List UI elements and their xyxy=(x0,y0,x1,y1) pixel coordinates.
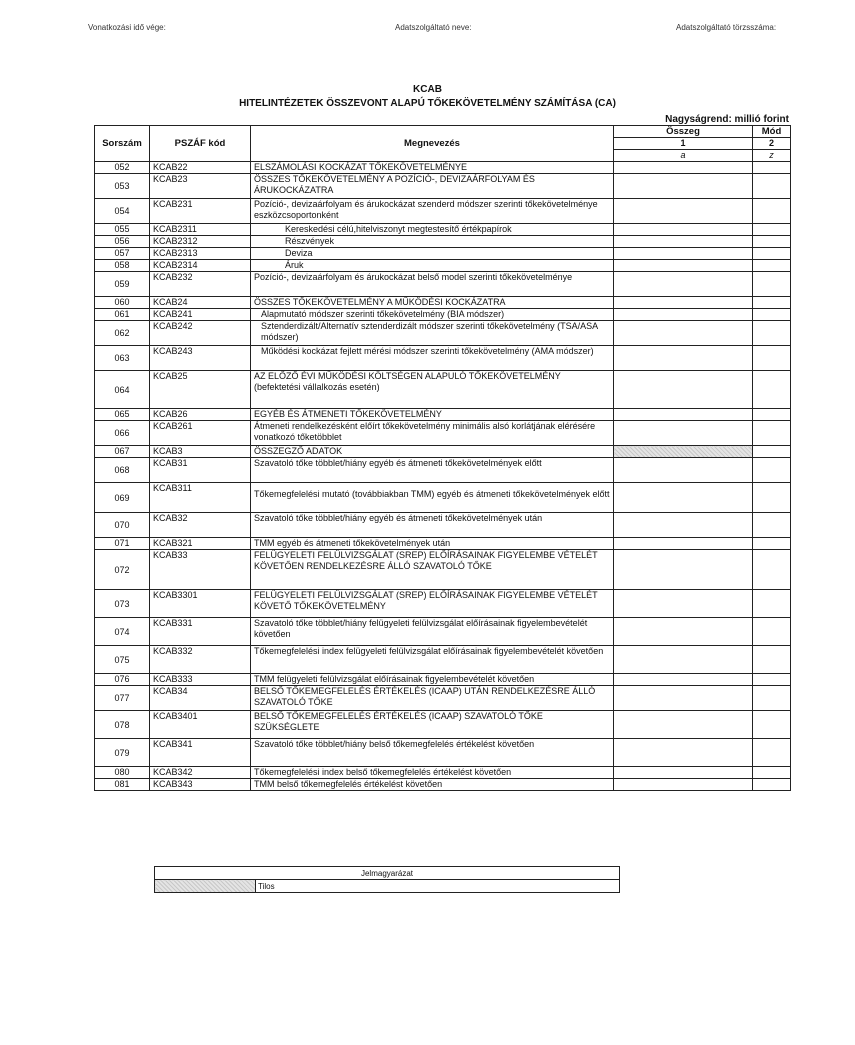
row-code: KCAB24 xyxy=(150,297,251,309)
table-row xyxy=(95,550,791,590)
mode-input-cell[interactable] xyxy=(753,421,791,446)
amount-input-cell[interactable] xyxy=(614,309,753,321)
table-row xyxy=(95,767,791,779)
row-name: EGYÉB ÉS ÁTMENETI TŐKEKÖVETELMÉNY xyxy=(251,409,614,421)
amount-input-cell[interactable] xyxy=(614,458,753,483)
mode-input-cell[interactable] xyxy=(753,686,791,711)
mode-input-cell[interactable] xyxy=(753,162,791,174)
mode-input-cell[interactable] xyxy=(753,371,791,409)
mode-input-cell[interactable] xyxy=(753,199,791,224)
row-code: KCAB3401 xyxy=(150,711,251,739)
mode-input-cell[interactable] xyxy=(753,272,791,297)
amount-input-cell[interactable] xyxy=(614,483,753,513)
row-number: 076 xyxy=(95,674,150,686)
row-name: AZ ELŐZŐ ÉVI MŰKÖDÉSI KÖLTSÉGEN ALAPULÓ TŐKEKÖVETELMÉNY (befektetési vállalkozás esetén) xyxy=(251,371,614,409)
row-name: Tőkemegfelelési index belső tőkemegfelelés értékelést követően xyxy=(251,767,614,779)
legend-title: Jelmagyarázat xyxy=(155,867,620,880)
amount-input-cell[interactable] xyxy=(614,590,753,618)
row-code: KCAB331 xyxy=(150,618,251,646)
amount-input-cell[interactable] xyxy=(614,248,753,260)
row-name: FELÜGYELETI FELÜLVIZSGÁLAT (SREP) ELŐÍRÁSAINAK FIGYELEMBE VÉTELÉT KÖVETŐ TŐKEKÖVETELMÉNY xyxy=(251,590,614,618)
amount-input-cell[interactable] xyxy=(614,346,753,371)
mode-input-cell[interactable] xyxy=(753,236,791,248)
table-row xyxy=(95,458,791,483)
row-code: KCAB25 xyxy=(150,371,251,409)
amount-input-cell[interactable] xyxy=(614,321,753,346)
row-name: Szavatoló tőke többlet/hiány felügyeleti felülvizsgálat előírásainak figyelembevételét követően xyxy=(251,618,614,646)
row-name: BELSŐ TŐKEMEGFELELÉS ÉRTÉKELÉS (ICAAP) SZAVATOLÓ TŐKE SZÜKSÉGLETE xyxy=(251,711,614,739)
row-number: 072 xyxy=(95,550,150,590)
mode-input-cell[interactable] xyxy=(753,483,791,513)
mode-input-cell[interactable] xyxy=(753,739,791,767)
table-row xyxy=(95,260,791,272)
row-code: KCAB241 xyxy=(150,309,251,321)
mode-input-cell[interactable] xyxy=(753,711,791,739)
row-code: KCAB232 xyxy=(150,272,251,297)
col-number-mod: 2 xyxy=(753,138,791,150)
row-number: 057 xyxy=(95,248,150,260)
amount-input-cell[interactable] xyxy=(614,618,753,646)
row-number: 077 xyxy=(95,686,150,711)
row-code: KCAB3301 xyxy=(150,590,251,618)
row-number: 060 xyxy=(95,297,150,309)
row-name: TMM egyéb és átmeneti tőkekövetelmények után xyxy=(251,538,614,550)
unit-label: Nagyságrend: millió forint xyxy=(665,114,789,125)
row-name: Pozíció-, devizaárfolyam és árukockázat szenderd módszer szerinti tőkekövetelménye eszközcsoportonként xyxy=(251,199,614,224)
table-row xyxy=(95,371,791,409)
row-name: Tőkemegfelelési index felügyeleti felülvizsgálat előírásainak figyelembevételét követően xyxy=(251,646,614,674)
row-number: 056 xyxy=(95,236,150,248)
legend xyxy=(154,866,620,893)
row-code: KCAB343 xyxy=(150,779,251,791)
mode-input-cell[interactable] xyxy=(753,309,791,321)
row-name: ELSZÁMOLÁSI KOCKÁZAT TŐKEKÖVETELMÉNYE xyxy=(251,162,614,174)
table-row xyxy=(95,409,791,421)
mode-input-cell[interactable] xyxy=(753,767,791,779)
row-number: 074 xyxy=(95,618,150,646)
row-number: 053 xyxy=(95,174,150,199)
table-row xyxy=(95,739,791,767)
provider-id-label: Adatszolgáltató törzsszáma: xyxy=(676,23,777,32)
table-row xyxy=(95,646,791,674)
row-code: KCAB2312 xyxy=(150,236,251,248)
row-code: KCAB341 xyxy=(150,739,251,767)
table-row xyxy=(95,538,791,550)
row-code: KCAB242 xyxy=(150,321,251,346)
row-code: KCAB2314 xyxy=(150,260,251,272)
amount-input-cell[interactable] xyxy=(614,674,753,686)
row-name: Működési kockázat fejlett mérési módszer szerinti tőkekövetelmény (AMA módszer) xyxy=(251,346,614,371)
amount-input-cell[interactable] xyxy=(614,236,753,248)
amount-input-cell[interactable] xyxy=(614,739,753,767)
table-row xyxy=(95,711,791,739)
amount-input-cell[interactable] xyxy=(614,272,753,297)
row-code: KCAB332 xyxy=(150,646,251,674)
mode-input-cell[interactable] xyxy=(753,174,791,199)
mode-input-cell[interactable] xyxy=(753,297,791,309)
row-number: 067 xyxy=(95,446,150,458)
mode-input-cell[interactable] xyxy=(753,779,791,791)
row-name: TMM belső tőkemegfelelés értékelést követően xyxy=(251,779,614,791)
row-code: KCAB311 xyxy=(150,483,251,513)
table-row xyxy=(95,779,791,791)
amount-input-cell[interactable] xyxy=(614,421,753,446)
row-name: ÖSSZES TŐKEKÖVETELMÉNY A MŰKÖDÉSI KOCKÁZATRA xyxy=(251,297,614,309)
amount-input-cell[interactable] xyxy=(614,779,753,791)
mode-input-cell[interactable] xyxy=(753,321,791,346)
mode-input-cell[interactable] xyxy=(753,260,791,272)
row-number: 073 xyxy=(95,590,150,618)
mode-input-cell[interactable] xyxy=(753,590,791,618)
amount-input-cell[interactable] xyxy=(614,199,753,224)
amount-input-cell[interactable] xyxy=(614,646,753,674)
row-name: ÖSSZES TŐKEKÖVETELMÉNY A POZÍCIÓ-, DEVIZAÁRFOLYAM ÉS ÁRUKOCKÁZATRA xyxy=(251,174,614,199)
table-row xyxy=(95,321,791,346)
row-code: KCAB243 xyxy=(150,346,251,371)
row-name: Átmeneti rendelkezésként előírt tőkekövetelmény minimális alsó korlátjának elérésére vonatkozó tőketöbblet xyxy=(251,421,614,446)
row-number: 052 xyxy=(95,162,150,174)
row-number: 079 xyxy=(95,739,150,767)
amount-input-cell[interactable] xyxy=(614,260,753,272)
table-row xyxy=(95,174,791,199)
row-number: 075 xyxy=(95,646,150,674)
row-code: KCAB2311 xyxy=(150,224,251,236)
legend-tilos-label: Tilos xyxy=(256,880,620,893)
row-code: KCAB32 xyxy=(150,513,251,538)
table-row xyxy=(95,421,791,446)
row-name: Tőkemegfelelési mutató (továbbiakban TMM) egyéb és átmeneti tőkekövetelmények előtt xyxy=(251,483,614,513)
amount-input-cell[interactable] xyxy=(614,686,753,711)
row-code: KCAB261 xyxy=(150,421,251,446)
row-name: TMM felügyeleti felülvizsgálat előírásainak figyelembevételét követően xyxy=(251,674,614,686)
row-number: 063 xyxy=(95,346,150,371)
row-code: KCAB3 xyxy=(150,446,251,458)
row-number: 062 xyxy=(95,321,150,346)
row-name: Szavatoló tőke többlet/hiány egyéb és átmeneti tőkekövetelmények előtt xyxy=(251,458,614,483)
col-header-sorszam: Sorszám xyxy=(95,126,150,162)
table-row xyxy=(95,272,791,297)
row-number: 078 xyxy=(95,711,150,739)
amount-input-cell[interactable] xyxy=(614,513,753,538)
row-code: KCAB333 xyxy=(150,674,251,686)
form-code: KCAB xyxy=(413,84,442,95)
mode-input-cell[interactable] xyxy=(753,674,791,686)
row-name: Sztenderdizált/Alternatív sztenderdizált módszer szerinti tőkekövetelmény (TSA/ASA módszer) xyxy=(251,321,614,346)
row-code: KCAB33 xyxy=(150,550,251,590)
table-body xyxy=(95,162,791,791)
row-name: BELSŐ TŐKEMEGFELELÉS ÉRTÉKELÉS (ICAAP) UTÁN RENDELKEZÉSRE ÁLLÓ SZAVATOLÓ TŐKE xyxy=(251,686,614,711)
row-code: KCAB26 xyxy=(150,409,251,421)
table-row xyxy=(95,590,791,618)
amount-input-cell xyxy=(614,446,753,458)
row-number: 054 xyxy=(95,199,150,224)
row-code: KCAB231 xyxy=(150,199,251,224)
row-code: KCAB34 xyxy=(150,686,251,711)
table-row xyxy=(95,199,791,224)
mode-input-cell[interactable] xyxy=(753,346,791,371)
amount-input-cell[interactable] xyxy=(614,224,753,236)
row-name: Részvények xyxy=(251,236,614,248)
col-header-megnevezes: Megnevezés xyxy=(251,126,614,162)
data-table xyxy=(94,125,791,791)
amount-input-cell[interactable] xyxy=(614,174,753,199)
table-row xyxy=(95,686,791,711)
table-row xyxy=(95,162,791,174)
row-name: Kereskedési célú,hitelviszonyt megtestesítő értékpapírok xyxy=(251,224,614,236)
row-number: 068 xyxy=(95,458,150,483)
table-row xyxy=(95,236,791,248)
row-number: 081 xyxy=(95,779,150,791)
row-code: KCAB23 xyxy=(150,174,251,199)
table-row xyxy=(95,513,791,538)
row-number: 071 xyxy=(95,538,150,550)
mode-input-cell[interactable] xyxy=(753,248,791,260)
col-header-pszaf: PSZÁF kód xyxy=(150,126,251,162)
row-name: Áruk xyxy=(251,260,614,272)
row-code: KCAB2313 xyxy=(150,248,251,260)
amount-input-cell[interactable] xyxy=(614,538,753,550)
table-row xyxy=(95,618,791,646)
row-name: Szavatoló tőke többlet/hiány belső tőkemegfelelés értékelést követően xyxy=(251,739,614,767)
row-number: 059 xyxy=(95,272,150,297)
row-name: Deviza xyxy=(251,248,614,260)
mode-input-cell[interactable] xyxy=(753,550,791,590)
row-number: 080 xyxy=(95,767,150,779)
mode-input-cell[interactable] xyxy=(753,618,791,646)
row-number: 070 xyxy=(95,513,150,538)
mode-input-cell[interactable] xyxy=(753,446,791,458)
amount-input-cell[interactable] xyxy=(614,409,753,421)
row-number: 066 xyxy=(95,421,150,446)
table-row xyxy=(95,224,791,236)
row-code: KCAB31 xyxy=(150,458,251,483)
table-row xyxy=(95,446,791,458)
row-name: FELÜGYELETI FELÜLVIZSGÁLAT (SREP) ELŐÍRÁSAINAK FIGYELEMBE VÉTELÉT KÖVETŐEN RENDELKEZÉSRE ÁLLÓ SZAVATOLÓ TŐKE xyxy=(251,550,614,590)
row-number: 065 xyxy=(95,409,150,421)
row-number: 061 xyxy=(95,309,150,321)
col-header-osszeg: Összeg xyxy=(614,126,753,138)
mode-input-cell[interactable] xyxy=(753,513,791,538)
amount-input-cell[interactable] xyxy=(614,767,753,779)
amount-input-cell[interactable] xyxy=(614,371,753,409)
table-row xyxy=(95,309,791,321)
col-letter-mod: z xyxy=(753,150,791,162)
table-row xyxy=(95,483,791,513)
col-letter-osszeg: a xyxy=(614,150,753,162)
provider-name-label: Adatszolgáltató neve: xyxy=(395,23,472,32)
mode-input-cell[interactable] xyxy=(753,224,791,236)
table-row xyxy=(95,346,791,371)
row-number: 069 xyxy=(95,483,150,513)
row-code: KCAB342 xyxy=(150,767,251,779)
table-row xyxy=(95,297,791,309)
amount-input-cell[interactable] xyxy=(614,162,753,174)
row-number: 058 xyxy=(95,260,150,272)
col-header-mod: Mód xyxy=(753,126,791,138)
row-number: 064 xyxy=(95,371,150,409)
row-number: 055 xyxy=(95,224,150,236)
row-code: KCAB321 xyxy=(150,538,251,550)
table-row xyxy=(95,674,791,686)
reference-period-label: Vonatkozási idő vége: xyxy=(88,23,166,32)
legend-hatch-swatch xyxy=(155,880,256,893)
amount-input-cell[interactable] xyxy=(614,711,753,739)
table-row xyxy=(95,248,791,260)
row-code: KCAB22 xyxy=(150,162,251,174)
row-name: Alapmutató módszer szerinti tőkekövetelmény (BIA módszer) xyxy=(251,309,614,321)
mode-input-cell[interactable] xyxy=(753,458,791,483)
row-name: ÖSSZEGZŐ ADATOK xyxy=(251,446,614,458)
mode-input-cell[interactable] xyxy=(753,538,791,550)
row-name: Szavatoló tőke többlet/hiány egyéb és átmeneti tőkekövetelmények után xyxy=(251,513,614,538)
col-number-osszeg: 1 xyxy=(614,138,753,150)
amount-input-cell[interactable] xyxy=(614,297,753,309)
mode-input-cell[interactable] xyxy=(753,646,791,674)
amount-input-cell[interactable] xyxy=(614,550,753,590)
mode-input-cell[interactable] xyxy=(753,409,791,421)
form-title: HITELINTÉZETEK ÖSSZEVONT ALAPÚ TŐKEKÖVETELMÉNY SZÁMÍTÁSA (CA) xyxy=(239,98,616,109)
row-name: Pozíció-, devizaárfolyam és árukockázat belső model szerinti tőkekövetelménye xyxy=(251,272,614,297)
